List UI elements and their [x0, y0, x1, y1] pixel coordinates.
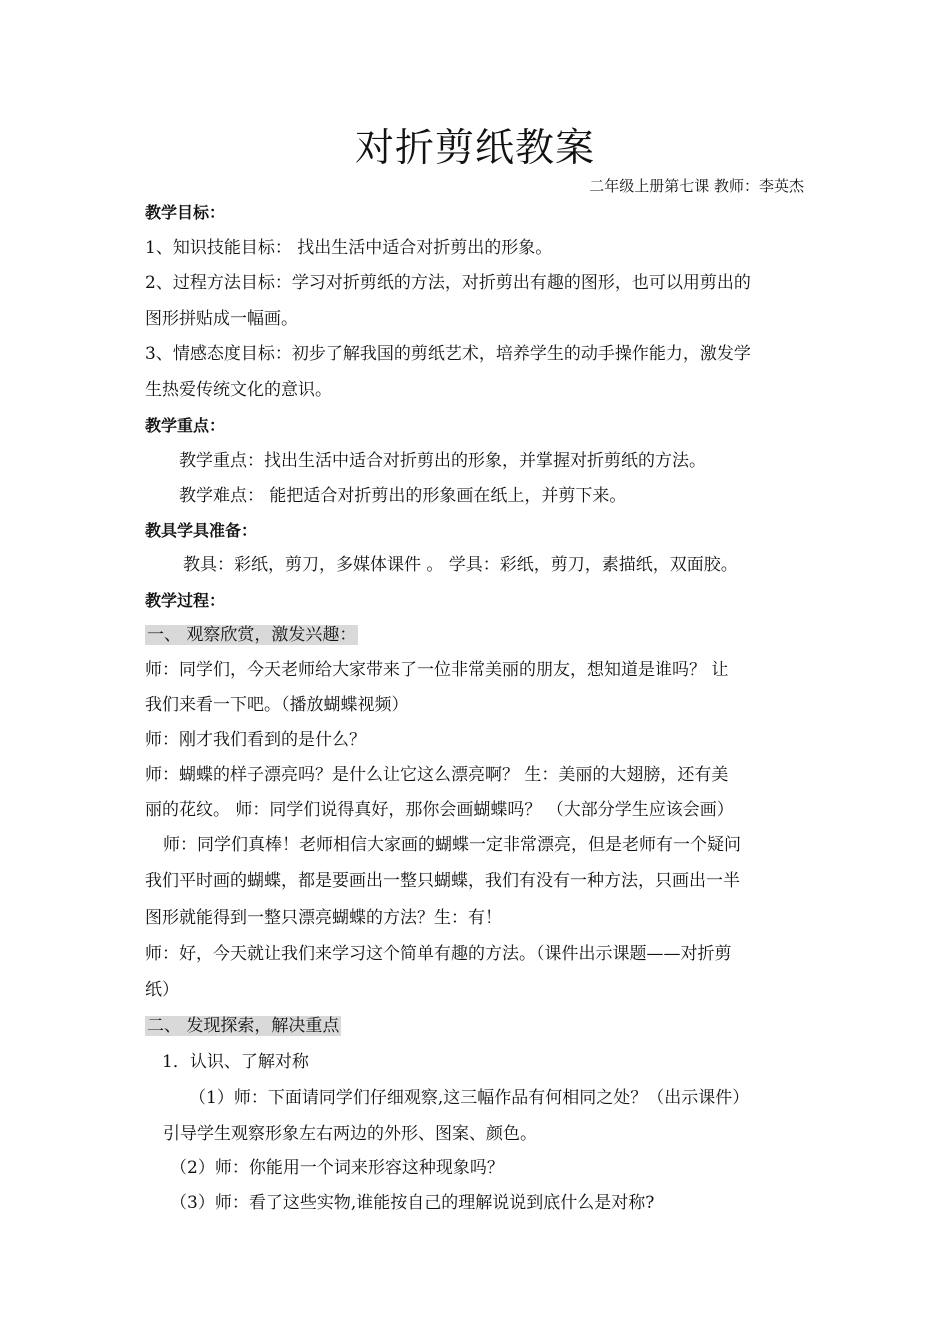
paragraph-line: 丽的花纹。 师：同学们说得真好，那你会画蝴蝶吗？ （大部分学生应该会画） — [145, 800, 734, 820]
document-title: 对折剪纸教案 — [354, 126, 595, 171]
paragraph-line: （3）师：看了这些实物,谁能按自己的理解说说到底什么是对称? — [170, 1193, 655, 1213]
heading-process: 教学过程： — [145, 591, 226, 610]
paragraph-line: 引导学生观察形象左右两边的外形、图案、颜色。 — [163, 1124, 537, 1144]
subheading-symmetry: 1．认识、了解对称 — [162, 1052, 309, 1072]
paragraph-line: 1、知识技能目标： 找出生活中适合对折剪出的形象。 — [145, 238, 553, 258]
heading-materials: 教具学具准备： — [145, 521, 258, 540]
paragraph-line: 师：蝴蝶的样子漂亮吗？是什么让它这么漂亮啊？ 生：美丽的大翅膀，还有美 — [145, 765, 729, 785]
paragraph-line: （1）师：下面请同学们仔细观察,这三幅作品有何相同之处？（出示课件） — [189, 1088, 750, 1108]
section-heading-two — [145, 1014, 341, 1038]
paragraph-line: 2、过程方法目标：学习对折剪纸的方法，对折剪出有趣的图形，也可以用剪出的 — [145, 273, 751, 293]
paragraph-line: 教学难点： 能把适合对折剪出的形象画在纸上，并剪下来。 — [179, 486, 627, 506]
paragraph-line: 生热爱传统文化的意识。 — [145, 380, 332, 400]
paragraph-line: 纸） — [145, 980, 179, 1000]
paragraph-line: 图形就能得到一整只漂亮蝴蝶的方法？生：有！ — [145, 908, 502, 928]
paragraph-line: 教具：彩纸，剪刀，多媒体课件 。 学具：彩纸，剪刀，素描纸，双面胶。 — [183, 555, 738, 575]
paragraph-line: 师：同学们真棒！老师相信大家画的蝴蝶一定非常漂亮，但是老师有一个疑问 — [163, 835, 741, 855]
paragraph-line: 师：好，今天就让我们来学习这个简单有趣的方法。（课件出示课题——对折剪 — [145, 944, 732, 964]
heading-objectives: 教学目标： — [145, 203, 226, 222]
paragraph-line: 师：同学们，今天老师给大家带来了一位非常美丽的朋友，想知道是谁吗？ 让 — [145, 660, 729, 680]
section-heading-one-text: 一、 观察欣赏，激发兴趣： — [147, 625, 357, 645]
paragraph-line: 我们平时画的蝴蝶，都是要画出一整只蝴蝶，我们有没有一种方法，只画出一半 — [145, 871, 740, 891]
heading-key-points: 教学重点： — [145, 416, 226, 435]
paragraph-line: 师：刚才我们看到的是什么？ — [145, 730, 366, 750]
section-heading-one — [145, 623, 358, 647]
paragraph-line: 我们来看一下吧。（播放蝴蝶视频） — [145, 695, 409, 715]
document-subtitle: 二年级上册第七课 教师：李英杰 — [589, 177, 804, 195]
paragraph-line: 3、情感态度目标：初步了解我国的剪纸艺术，培养学生的动手操作能力，激发学 — [145, 344, 751, 364]
paragraph-line: 教学重点：找出生活中适合对折剪出的形象，并掌握对折剪纸的方法。 — [179, 451, 706, 471]
paragraph-line: （2）师：你能用一个词来形容这种现象吗？ — [170, 1158, 504, 1178]
paragraph-line: 图形拼贴成一幅画。 — [145, 309, 298, 329]
section-heading-two-text: 二、 发现探索，解决重点 — [147, 1016, 340, 1036]
